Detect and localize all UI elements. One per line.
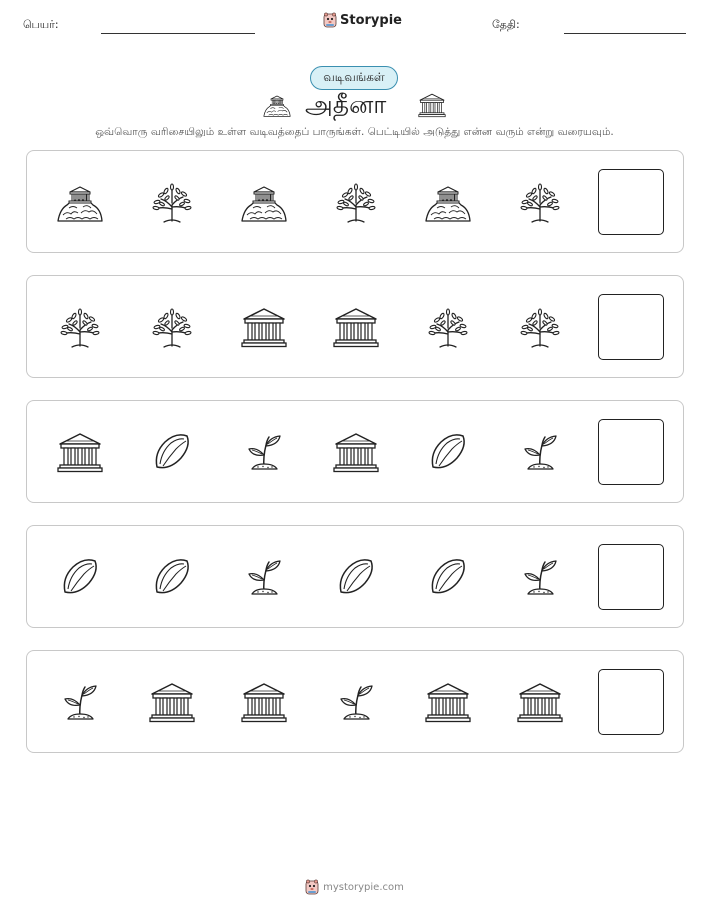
pattern-item [239,427,289,477]
acropolis-icon [55,177,105,227]
pattern-row [26,525,684,628]
pattern-item [515,302,565,352]
seed-icon [147,427,197,477]
date-line[interactable] [564,33,686,34]
temple-icon [415,90,449,120]
sprout-icon [515,552,565,602]
footer [0,879,709,895]
pattern-item [515,427,565,477]
temple-icon [239,677,289,727]
name-line[interactable] [101,33,255,34]
seed-icon [147,552,197,602]
pattern-row [26,650,684,753]
temple-icon [423,677,473,727]
pattern-item [423,302,473,352]
temple-icon [515,677,565,727]
answer-box[interactable] [598,544,664,610]
pattern-item [515,552,565,602]
category-badge: வடிவங்கள் [310,66,398,90]
pattern-item [423,427,473,477]
pattern-item [239,552,289,602]
pattern-item [147,177,197,227]
sprout-icon [239,552,289,602]
pattern-item [55,677,105,727]
olive-tree-icon [147,177,197,227]
pattern-row [26,150,684,253]
date-label: தேதி: [492,18,520,31]
pattern-item [147,302,197,352]
pattern-item [515,177,565,227]
brand-name: Storypie [340,12,402,28]
answer-box[interactable] [598,669,664,735]
worksheet-header [0,0,709,40]
olive-tree-icon [423,302,473,352]
instructions: ஒவ்வொரு வரிசையிலும் உள்ள வடிவத்தைப் பாருங்கள். பெட்டியில் அடுத்து என்ன வரும் என்று வரையவும். [95,126,614,138]
pattern-row [26,400,684,503]
seed-icon [423,427,473,477]
pattern-item [55,427,105,477]
pattern-item [239,302,289,352]
acropolis-icon [260,90,294,120]
page-title: அதீனா [305,90,387,119]
answer-box[interactable] [598,419,664,485]
acropolis-icon [239,177,289,227]
mascot-icon [305,879,319,895]
acropolis-icon [423,177,473,227]
pattern-item [55,177,105,227]
pattern-item [423,677,473,727]
seed-icon [331,552,381,602]
mascot-icon [323,12,337,28]
pattern-item [147,427,197,477]
sprout-icon [239,427,289,477]
pattern-item [55,552,105,602]
sprout-icon [515,427,565,477]
pattern-item [239,677,289,727]
name-label: பெயர்: [23,18,59,31]
answer-box[interactable] [598,169,664,235]
pattern-item [147,677,197,727]
seed-icon [55,552,105,602]
pattern-item [331,302,381,352]
pattern-item [515,677,565,727]
pattern-item [331,677,381,727]
pattern-item [239,177,289,227]
footer-site: mystorypie.com [323,881,404,893]
storypie-logo [323,12,402,28]
pattern-item [55,302,105,352]
pattern-item [423,552,473,602]
olive-tree-icon [515,302,565,352]
pattern-item [331,177,381,227]
temple-icon [147,677,197,727]
title-row [0,90,709,122]
olive-tree-icon [515,177,565,227]
pattern-item [331,552,381,602]
answer-box[interactable] [598,294,664,360]
temple-icon [331,427,381,477]
pattern-item [331,427,381,477]
seed-icon [423,552,473,602]
sprout-icon [331,677,381,727]
temple-icon [55,427,105,477]
temple-icon [331,302,381,352]
olive-tree-icon [147,302,197,352]
temple-icon [239,302,289,352]
pattern-row [26,275,684,378]
sprout-icon [55,677,105,727]
olive-tree-icon [331,177,381,227]
olive-tree-icon [55,302,105,352]
pattern-item [423,177,473,227]
pattern-item [147,552,197,602]
